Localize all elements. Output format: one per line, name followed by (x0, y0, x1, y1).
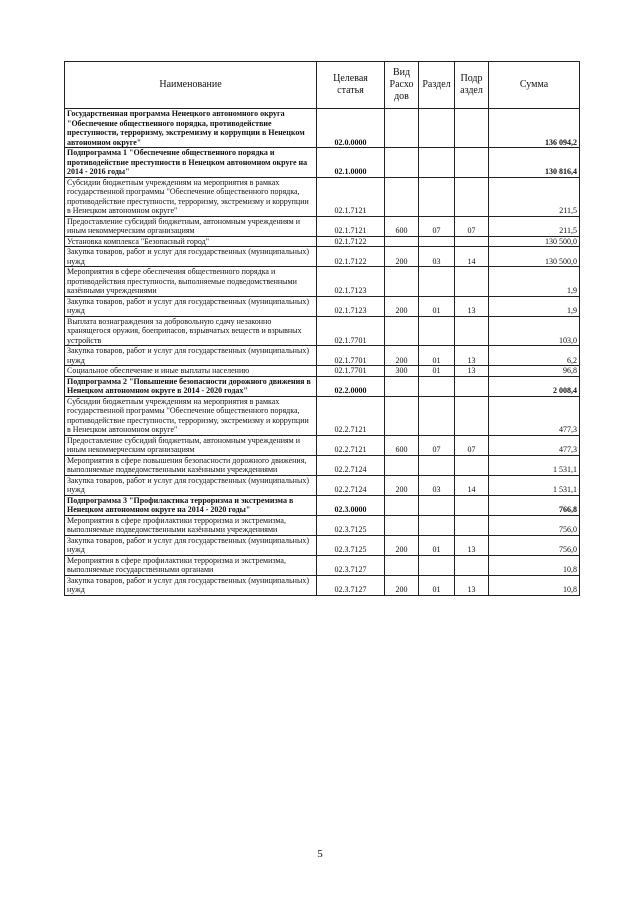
header-name: Наименование (65, 62, 317, 109)
cell-subsection (455, 267, 489, 297)
cell-subsection: 13 (455, 296, 489, 316)
page-number: 5 (317, 848, 323, 860)
cell-name: Субсидии бюджетным учреждениям на мероприятия в рамках государственной программы "Обеспечение общественного порядка, противодействие преступности, терроризму, экстремизму и коррупции в Ненецком автономном округе" (65, 177, 317, 216)
cell-name: Закупка товаров, работ и услуг для государственных (муниципальных) нужд (65, 535, 317, 555)
cell-code: 02.0.0000 (317, 109, 385, 148)
cell-code: 02.1.7123 (317, 296, 385, 316)
cell-sum: 756,0 (489, 535, 580, 555)
cell-type: 200 (385, 575, 419, 595)
cell-code: 02.1.7121 (317, 216, 385, 236)
cell-sum: 10,8 (489, 555, 580, 575)
cell-subsection: 07 (455, 435, 489, 455)
header-sum: Сумма (489, 62, 580, 109)
cell-sum: 96,8 (489, 366, 580, 377)
cell-sum: 1 531,1 (489, 455, 580, 475)
cell-name: Социальное обеспечение и иные выплаты населению (65, 366, 317, 377)
cell-section (419, 376, 455, 396)
header-subsection: Подр аздел (455, 62, 489, 109)
cell-code: 02.1.7701 (317, 346, 385, 366)
cell-code: 02.2.7121 (317, 435, 385, 455)
table-row (65, 296, 580, 316)
cell-subsection (455, 148, 489, 178)
cell-section (419, 396, 455, 435)
cell-sum: 477,3 (489, 396, 580, 435)
cell-type (385, 376, 419, 396)
cell-type (385, 109, 419, 148)
table-row (65, 346, 580, 366)
table-body (65, 109, 580, 596)
cell-subsection (455, 455, 489, 475)
cell-code: 02.1.7123 (317, 267, 385, 297)
cell-sum: 1,9 (489, 267, 580, 297)
cell-subsection: 13 (455, 366, 489, 377)
cell-subsection: 13 (455, 535, 489, 555)
cell-section (419, 148, 455, 178)
cell-section (419, 555, 455, 575)
cell-type: 200 (385, 296, 419, 316)
cell-type (385, 495, 419, 515)
cell-name: Предоставление субсидий бюджетным, автономным учреждениям и иным некоммерческим организациям (65, 435, 317, 455)
cell-code: 02.3.7127 (317, 575, 385, 595)
table-row (65, 475, 580, 495)
cell-code: 02.1.7121 (317, 177, 385, 216)
cell-subsection: 07 (455, 216, 489, 236)
cell-type (385, 148, 419, 178)
cell-type: 600 (385, 435, 419, 455)
cell-type (385, 316, 419, 346)
header-section: Раздел (419, 62, 455, 109)
cell-name: Закупка товаров, работ и услуг для государственных (муниципальных) нужд (65, 296, 317, 316)
cell-name: Мероприятия в сфере профилактики терроризма и экстремизма, выполняемые подведомственными казёнными учреждениями (65, 515, 317, 535)
cell-sum: 130 500,0 (489, 247, 580, 267)
table-row (65, 555, 580, 575)
cell-subsection (455, 515, 489, 535)
table-row (65, 376, 580, 396)
cell-code: 02.2.0000 (317, 376, 385, 396)
cell-type (385, 267, 419, 297)
cell-sum: 130 816,4 (489, 148, 580, 178)
cell-name: Государственная программа Ненецкого автономного округа "Обеспечение общественного порядка, противодействие преступности, терроризму, экстремизму и коррупции в Ненецком автономном округе" (65, 109, 317, 148)
cell-subsection (455, 109, 489, 148)
cell-name: Подпрограмма 1 "Обеспечение общественного порядка и противодействие преступности в Ненецком автономном округе на 2014 - 2016 годы" (65, 148, 317, 178)
cell-name: Мероприятия в сфере профилактики терроризма и экстремизма, выполняемые государственными органами (65, 555, 317, 575)
cell-subsection (455, 236, 489, 247)
cell-subsection (455, 396, 489, 435)
cell-subsection (455, 376, 489, 396)
cell-type (385, 555, 419, 575)
table-row (65, 366, 580, 377)
cell-type: 600 (385, 216, 419, 236)
table-row (65, 535, 580, 555)
cell-type (385, 177, 419, 216)
cell-code: 02.2.7121 (317, 396, 385, 435)
cell-sum: 130 500,0 (489, 236, 580, 247)
cell-section (419, 109, 455, 148)
table-row (65, 396, 580, 435)
cell-name: Выплата вознаграждения за добровольную сдачу незаконно хранящегося оружия, боеприпасов, взрывчатых веществ и взрывных устройств (65, 316, 317, 346)
cell-name: Предоставление субсидий бюджетным, автономным учреждениям и иным некоммерческим организациям (65, 216, 317, 236)
cell-sum: 766,8 (489, 495, 580, 515)
cell-code: 02.3.7127 (317, 555, 385, 575)
cell-type (385, 515, 419, 535)
cell-section: 01 (419, 296, 455, 316)
table-row (65, 316, 580, 346)
cell-name: Установка комплекса "Безопасный город" (65, 236, 317, 247)
cell-subsection (455, 177, 489, 216)
table-row (65, 455, 580, 475)
cell-sum: 136 094,2 (489, 109, 580, 148)
cell-sum: 2 008,4 (489, 376, 580, 396)
cell-section (419, 177, 455, 216)
cell-code: 02.1.7701 (317, 316, 385, 346)
table-row (65, 267, 580, 297)
cell-code: 02.2.7124 (317, 475, 385, 495)
cell-subsection: 13 (455, 575, 489, 595)
cell-section (419, 316, 455, 346)
cell-name: Подпрограмма 3 "Профилактика терроризма и экстремизма в Ненецком автономном округе на 2014 - 2020 годы" (65, 495, 317, 515)
cell-type (385, 236, 419, 247)
cell-code: 02.1.7701 (317, 366, 385, 377)
cell-subsection (455, 495, 489, 515)
header-row (65, 62, 580, 109)
cell-section: 07 (419, 216, 455, 236)
cell-name: Мероприятия в сфере повышения безопасности дорожного движения, выполняемые подведомственными казёнными учреждениями (65, 455, 317, 475)
cell-name: Закупка товаров, работ и услуг для государственных (муниципальных) нужд (65, 475, 317, 495)
cell-section (419, 515, 455, 535)
cell-subsection (455, 555, 489, 575)
cell-code: 02.1.7122 (317, 247, 385, 267)
table-row (65, 495, 580, 515)
cell-code: 02.3.7125 (317, 515, 385, 535)
cell-section: 01 (419, 346, 455, 366)
cell-code: 02.2.7124 (317, 455, 385, 475)
cell-type: 200 (385, 346, 419, 366)
cell-sum: 1 531,1 (489, 475, 580, 495)
table-row (65, 435, 580, 455)
cell-name: Мероприятия в сфере обеспечения общественного порядка и противодействия преступности, выполняемые подведомственными казёнными учреждениями (65, 267, 317, 297)
cell-name: Закупка товаров, работ и услуг для государственных (муниципальных) нужд (65, 346, 317, 366)
table-row (65, 216, 580, 236)
cell-name: Субсидии бюджетным учреждениям на мероприятия в рамках государственной программы "Обеспечение общественного порядка, противодействие преступности, терроризму, экстремизму и коррупции в Ненецком автономном округе" (65, 396, 317, 435)
table-row (65, 177, 580, 216)
cell-subsection (455, 316, 489, 346)
cell-type (385, 455, 419, 475)
cell-type: 200 (385, 247, 419, 267)
cell-section: 07 (419, 435, 455, 455)
cell-sum: 6,2 (489, 346, 580, 366)
cell-section (419, 267, 455, 297)
cell-name: Закупка товаров, работ и услуг для государственных (муниципальных) нужд (65, 575, 317, 595)
cell-type (385, 396, 419, 435)
cell-sum: 10,8 (489, 575, 580, 595)
cell-type: 200 (385, 535, 419, 555)
cell-sum: 211,5 (489, 216, 580, 236)
cell-section: 01 (419, 366, 455, 377)
header-type: Вид Расхо дов (385, 62, 419, 109)
cell-name: Подпрограмма 2 "Повышение безопасности дорожного движения в Ненецком автономном округе в 2014 - 2020 годах" (65, 376, 317, 396)
cell-section: 03 (419, 247, 455, 267)
cell-subsection: 13 (455, 346, 489, 366)
cell-section (419, 455, 455, 475)
cell-subsection: 14 (455, 247, 489, 267)
table-row (65, 148, 580, 178)
table-row (65, 109, 580, 148)
cell-sum: 103,0 (489, 316, 580, 346)
table-row (65, 247, 580, 267)
cell-section: 01 (419, 575, 455, 595)
cell-sum: 756,0 (489, 515, 580, 535)
cell-code: 02.3.0000 (317, 495, 385, 515)
cell-section (419, 495, 455, 515)
table-row (65, 515, 580, 535)
table-row (65, 236, 580, 247)
cell-sum: 211,5 (489, 177, 580, 216)
cell-type: 300 (385, 366, 419, 377)
cell-type: 200 (385, 475, 419, 495)
cell-section (419, 236, 455, 247)
cell-sum: 477,3 (489, 435, 580, 455)
cell-sum: 1,9 (489, 296, 580, 316)
budget-table (64, 61, 580, 596)
cell-code: 02.3.7125 (317, 535, 385, 555)
cell-name: Закупка товаров, работ и услуг для государственных (муниципальных) нужд (65, 247, 317, 267)
table-row (65, 575, 580, 595)
cell-section: 03 (419, 475, 455, 495)
cell-subsection: 14 (455, 475, 489, 495)
cell-section: 01 (419, 535, 455, 555)
cell-code: 02.1.0000 (317, 148, 385, 178)
cell-code: 02.1.7122 (317, 236, 385, 247)
header-code: Целевая статья (317, 62, 385, 109)
